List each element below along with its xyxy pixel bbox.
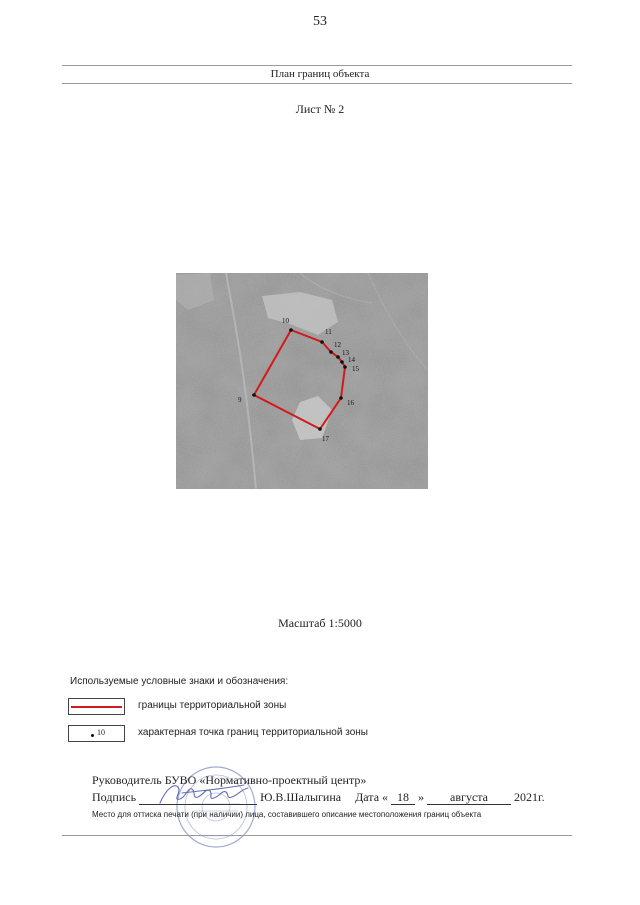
boundary-point-13 [336,355,340,359]
boundary-point-label-10: 10 [282,317,289,325]
header-rule-bottom [62,83,572,84]
boundary-point-label-9: 9 [238,396,242,404]
legend-title: Используемые условные знаки и обозначения: [70,676,289,687]
signatory-name: Ю.В.Шалыгина [260,790,342,804]
page-number: 53 [313,14,327,29]
boundary-point-12 [329,350,333,354]
legend-text-boundary: границы территориальной зоны [138,700,287,711]
legend-text-point: характерная точка границ территориальной зоны [138,727,368,738]
document-title: План границ объекта [270,68,370,80]
header-rule-top [62,65,572,66]
boundary-point-label-14: 14 [348,356,355,364]
boundary-point-14 [340,360,344,364]
boundary-point-15 [343,365,347,369]
legend-symbol-box [68,698,125,715]
boundary-point-16 [339,396,343,400]
boundary-point-label-15: 15 [352,365,359,373]
date-year: 2021г. [514,790,545,804]
boundary-point-label-12: 12 [334,341,341,349]
map-scale: Масштаб 1:5000 [278,616,362,630]
sheet-number: Лист № 2 [295,102,345,116]
signature-blank [139,791,257,805]
legend-red-line-symbol [71,706,122,708]
date-label: Дата « [355,790,389,804]
boundary-point-label-11: 11 [325,328,332,336]
sign-label: Подпись [92,790,137,804]
boundary-point-17 [318,427,322,431]
date-quote-close: » [418,790,425,804]
legend-item-boundary [68,698,398,716]
legend-symbol-box [68,725,125,742]
date-day: 18 [391,791,415,805]
legend-dot-symbol [91,734,94,737]
boundary-point-9 [252,393,256,397]
boundary-point-10 [289,328,293,332]
boundary-point-label-13: 13 [342,349,349,357]
signature-line [92,790,545,805]
legend-dot-label: 10 [97,728,105,737]
legend-item-point [68,725,428,743]
boundary-point-label-17: 17 [322,435,329,443]
date-month: августа [427,791,511,805]
signatory-line: Руководитель БУВО «Нормативно-проектный центр» [92,773,367,787]
boundary-point-label-16: 16 [347,399,354,407]
seal-note: Место для оттиска печати (при наличии) лица, составившего описание местоположения границ объекта [92,810,482,819]
footer-rule [62,835,572,836]
boundary-point-11 [320,340,324,344]
satellite-map [176,273,428,489]
